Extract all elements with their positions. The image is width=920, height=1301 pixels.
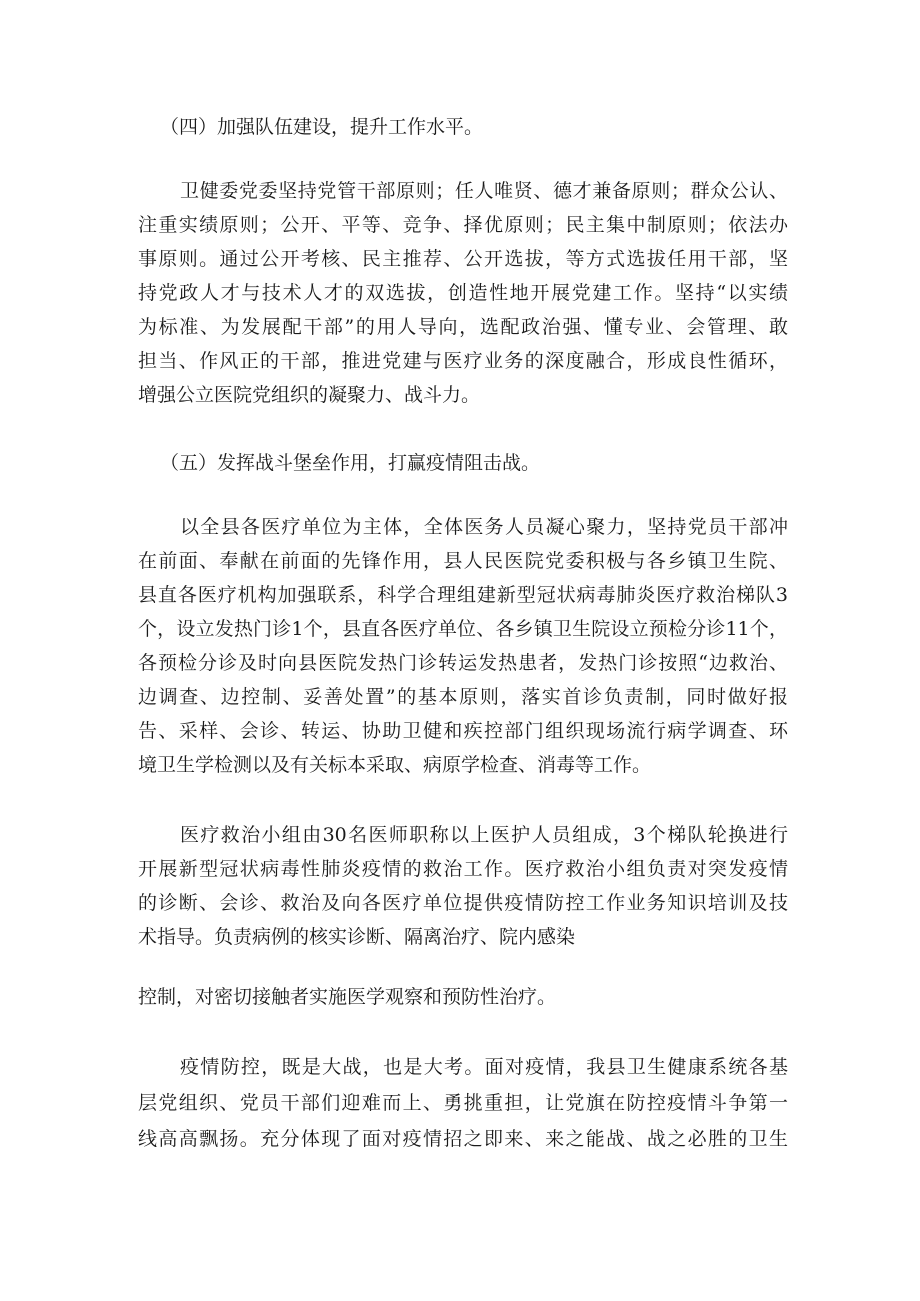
paragraph-line: 的诊断、会诊、救治及向各医疗单位提供疫情防控工作业务知识培训及技 (138, 892, 788, 914)
paragraph-line: 开展新型冠状病毒性肺炎疫情的救治工作。医疗救治小组负责对突发疫情 (138, 858, 788, 880)
paragraph-line: 卫健委党委坚持党管干部原则；任人唯贤、德才兼备原则；群众公认、 (180, 180, 788, 202)
paragraph-line: 事原则。通过公开考核、民主推荐、公开选拔，等方式选拔任用干部，坚 (138, 248, 788, 270)
paragraph-line: 境卫生学检测以及有关标本采取、病原学检查、消毒等工作。 (138, 754, 652, 776)
paragraph-line: 个，设立发热门诊1个，县直各医疗单位、各乡镇卫生院设立预检分诊11个， (138, 618, 788, 640)
paragraph-line: 注重实绩原则；公开、平等、竞争、择优原则；民主集中制原则；依法办 (138, 214, 788, 236)
paragraph-line: 层党组织、党员干部们迎难而上、勇挑重担，让党旗在防控疫情斗争第一 (138, 1092, 788, 1114)
paragraph-line: 疫情防控，既是大战，也是大考。面对疫情，我县卫生健康系统各基 (180, 1056, 788, 1078)
paragraph-line: 边调查、边控制、妥善处置”的基本原则，落实首诊负责制，同时做好报 (138, 686, 788, 708)
section-heading-4: （四）加强队伍建设，提升工作水平。 (160, 116, 484, 138)
paragraph-line: 以全县各医疗单位为主体，全体医务人员凝心聚力，坚持党员干部冲 (180, 516, 788, 538)
paragraph-line: 在前面、奉献在前面的先锋作用，县人民医院党委积极与各乡镇卫生院、 (138, 550, 788, 572)
paragraph-line: 担当、作风正的干部，推进党建与医疗业务的深度融合，形成良性循环， (138, 350, 788, 372)
paragraph-line: 持党政人才与技术人才的双选拔，创造性地开展党建工作。坚持“以实绩 (138, 282, 788, 304)
paragraph-line: 各预检分诊及时向县医院发热门诊转运发热患者，发热门诊按照“边救治、 (138, 652, 788, 674)
paragraph-line: 控制，对密切接触者实施医学观察和预防性治疗。 (138, 986, 557, 1008)
paragraph-line: 线高高飘扬。充分体现了面对疫情招之即来、来之能战、战之必胜的卫生 (138, 1128, 788, 1150)
paragraph-line: 术指导。负责病例的核实诊断、隔离治疗、院内感染 (138, 926, 576, 948)
section-heading-5: （五）发挥战斗堡垒作用，打赢疫情阻击战。 (160, 452, 541, 474)
paragraph-line: 为标准、为发展配干部”的用人导向，选配政治强、懂专业、会管理、敢 (138, 316, 788, 338)
paragraph-line: 县直各医疗机构加强联系，科学合理组建新型冠状病毒肺炎医疗救治梯队3 (138, 584, 788, 606)
paragraph-line: 医疗救治小组由30名医师职称以上医护人员组成，3个梯队轮换进行 (180, 824, 788, 846)
paragraph-line: 告、采样、会诊、转运、协助卫健和疾控部门组织现场流行病学调查、环 (138, 720, 788, 742)
paragraph-line: 增强公立医院党组织的凝聚力、战斗力。 (138, 384, 481, 406)
